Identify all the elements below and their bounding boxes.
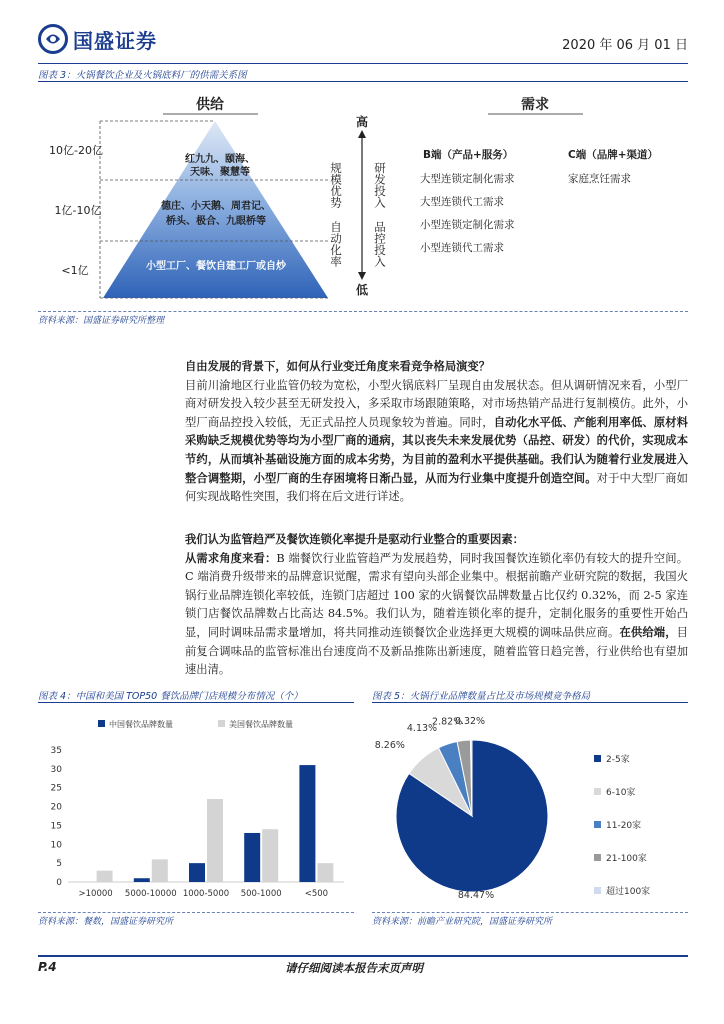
figure4-rule bbox=[38, 702, 354, 703]
tier-brands-1b: 天味、聚慧等 bbox=[190, 167, 250, 178]
figure5-caption: 图表 5：火锅行业品牌数量占比及市场规模竞争格局 bbox=[372, 691, 591, 702]
tier-range-2: 1亿-10亿 bbox=[54, 204, 102, 217]
pie-data-label: 84.47% bbox=[457, 890, 495, 901]
supply-title: 供给 bbox=[196, 97, 224, 113]
c-end-header: C端（品牌+渠道） bbox=[568, 149, 659, 161]
para1-text-b: 对于中大型厂商如何实现战略性突围，我们将在后文进行详述。 bbox=[185, 471, 688, 504]
para2-lead2: 在供给端， bbox=[619, 625, 677, 639]
bar-chart-marks bbox=[97, 765, 334, 882]
x-tick-label: >10000 bbox=[78, 889, 113, 899]
figure3-caption: 图表 3：火锅餐饮企业及火锅底料厂的供需关系图 bbox=[38, 70, 247, 81]
bar-china bbox=[134, 878, 150, 882]
axis-label-qc: 品控投入 bbox=[373, 221, 387, 267]
para2-text-a: B 端餐饮行业监管趋严为发展趋势，同时我国餐饮连锁化率仍有较大的提升空间。C 端消费升级带来的品牌意识觉醒，需求有望向头部企业集中。根据前瞻产业研究院的数据，我国火锅行业品牌连锁化率较低，连锁门店超过 100 家的火锅餐饮品牌数量占比仅约 0.32%，而 2-5 家连锁门店餐饮品牌数占比高达 84.5%。我们认为，随着连锁化率的提升，定制化服务的重要性开始凸显，同时调味品需求量增加，将共同推动连锁餐饮企业选择更大规模的调味品供应商。 bbox=[185, 551, 688, 639]
axis-high-label: 高 bbox=[355, 115, 369, 129]
tier-brands-2b: 桥头、极合、九眼桥等 bbox=[166, 216, 266, 227]
figure3-source: 资料来源：国盛证券研究所整理 bbox=[38, 316, 165, 326]
axis-label-scale: 规模优势 bbox=[329, 162, 343, 208]
demand-title: 需求 bbox=[521, 97, 549, 113]
footer-rule bbox=[38, 955, 688, 957]
bar-china bbox=[299, 765, 315, 882]
y-tick-label: 35 bbox=[50, 746, 62, 756]
axis-label-automation: 自动化率 bbox=[329, 221, 343, 267]
figure4-caption: 图表 4：中国和美国 TOP50 餐饮品牌门店规模分布情况（个） bbox=[38, 691, 303, 702]
tier-range-1: 10亿-20亿 bbox=[49, 144, 103, 157]
pie-legend-label: 超过100家 bbox=[606, 887, 651, 897]
pie-data-label: 0.32% bbox=[454, 716, 486, 728]
logo-text: 国盛证券 bbox=[73, 28, 157, 53]
tier-brands-2a: 德庄、小天鹅、周君记、 bbox=[161, 201, 271, 212]
pie-legend-swatch bbox=[594, 887, 601, 894]
x-tick-label: 1000-5000 bbox=[182, 889, 230, 899]
logo-icon bbox=[38, 24, 68, 54]
pie-legend-label: 6-10家 bbox=[606, 788, 636, 798]
y-tick-label: 15 bbox=[50, 821, 62, 832]
y-tick-label: 20 bbox=[50, 802, 62, 813]
pie-legend bbox=[594, 753, 650, 897]
para1-text-a: 目前川渝地区行业监管仍较为宽松，小型火锅底料厂呈现自由发展状态。但从调研情况来看，小型厂商对研发投入较少甚至无研发投入，多采取市场跟随策略，对市场热销产品进行复制模仿。此外，小型厂商品控投入较低，无正式品控人员现象较为普遍。同时， bbox=[185, 378, 688, 429]
axis-label-rnd: 研发投入 bbox=[373, 162, 387, 208]
bar-usa bbox=[97, 871, 113, 882]
para2-heading: 我们认为监管趋严及餐饮连锁化率提升是驱动行业整合的重要因素： bbox=[185, 533, 524, 546]
body-paragraph-2 bbox=[185, 531, 688, 680]
disclaimer-note: 请仔细阅读本报告末页声明 bbox=[285, 961, 423, 975]
para1-heading: 自由发展的背景下，如何从行业变迁角度来看竞争格局演变？ bbox=[185, 360, 491, 373]
report-date: 2020 年 06 月 01 日 bbox=[562, 38, 688, 53]
figure3-rule bbox=[38, 81, 688, 82]
pie-data-label: 8.26% bbox=[374, 740, 405, 752]
b-end-header: B端（产品+服务） bbox=[423, 149, 514, 161]
axis-arrow-down-icon bbox=[358, 272, 366, 280]
para2-lead: 从需求角度来看： bbox=[185, 551, 277, 565]
bar-chart bbox=[38, 706, 354, 910]
pie-legend-swatch bbox=[594, 755, 601, 762]
bar-usa bbox=[317, 863, 333, 882]
pie-legend-swatch bbox=[594, 788, 601, 795]
page-header bbox=[38, 18, 688, 64]
bar-usa bbox=[262, 829, 278, 882]
tier-brands-3: 小型工厂、餐饮自建工厂或自炒 bbox=[146, 261, 286, 272]
figure4-source-rule bbox=[38, 912, 354, 913]
x-tick-label: <500 bbox=[304, 889, 329, 899]
b-item-3: 小型连锁定制化需求 bbox=[420, 219, 515, 231]
pie-chart bbox=[372, 706, 688, 910]
figure3-source-rule bbox=[38, 311, 688, 312]
b-item-1: 大型连锁定制化需求 bbox=[420, 173, 515, 185]
axis-low-label: 低 bbox=[355, 283, 369, 297]
pie-legend-label: 21-100家 bbox=[606, 854, 647, 864]
bar-china bbox=[189, 863, 205, 882]
figure5-rule bbox=[372, 702, 688, 703]
legend-swatch-china bbox=[98, 720, 105, 727]
figure5-source-rule bbox=[372, 912, 688, 913]
y-tick-label: 30 bbox=[50, 764, 62, 775]
company-logo bbox=[38, 24, 157, 54]
pie-legend-label: 2-5家 bbox=[606, 755, 630, 765]
y-tick-label: 5 bbox=[56, 859, 62, 870]
x-tick-label: 5000-10000 bbox=[124, 889, 177, 899]
bar-usa bbox=[207, 799, 223, 882]
legend-swatch-usa bbox=[218, 720, 225, 727]
bar-china bbox=[244, 833, 260, 882]
b-item-4: 小型连锁代工需求 bbox=[420, 242, 504, 254]
y-tick-label: 0 bbox=[56, 878, 62, 888]
supply-demand-diagram bbox=[38, 84, 688, 310]
y-tick-label: 25 bbox=[50, 783, 62, 794]
tier-brands-1a: 红九九、颐海、 bbox=[185, 154, 255, 165]
c-item-1: 家庭烹饪需求 bbox=[568, 173, 631, 185]
x-tick-label: 500-1000 bbox=[240, 889, 282, 899]
b-item-2: 大型连锁代工需求 bbox=[420, 196, 504, 208]
pie-legend-swatch bbox=[594, 821, 601, 828]
pie-data-label: 2.82% bbox=[432, 716, 463, 728]
bar-chart-x-labels bbox=[79, 889, 329, 899]
legend-label-usa: 美国餐饮品牌数量 bbox=[229, 720, 293, 729]
para2-text-b: 目前复合调味品的监管标准出台速度尚不及新品推陈出新速度，随着监管日趋完善，行业供给也有望加速出清。 bbox=[185, 625, 688, 677]
legend-label-china: 中国餐饮品牌数量 bbox=[109, 720, 173, 729]
pie-legend-label: 11-20家 bbox=[606, 821, 642, 831]
para1-bold: 自动化水平低、产能利用率低、原材料采购缺乏规模优势等均为小型厂商的通病，其以丧失未来发展优势（品控、研发）的代价，实现成本节约，从而填补基础设施方面的成本劣势，为目前的盈利水平提供基础。我们认为随着行业发展进入整合调整期，小型厂商的生存困境将日渐凸显，从而为行业集中度提升创造空间。 bbox=[185, 415, 688, 485]
tier-range-3: <1亿 bbox=[61, 264, 89, 277]
pie-slices bbox=[396, 740, 548, 892]
body-paragraph-1 bbox=[185, 358, 688, 507]
y-tick-label: 10 bbox=[50, 840, 62, 851]
axis-arrow-up-icon bbox=[358, 130, 366, 138]
figure5-source: 资料来源：前瞻产业研究院，国盛证券研究所 bbox=[372, 917, 553, 927]
pie-legend-swatch bbox=[594, 854, 601, 861]
page-number: P.4 bbox=[38, 960, 57, 974]
bar-usa bbox=[152, 859, 168, 882]
pie-data-label: 4.13% bbox=[406, 722, 438, 734]
figure4-source: 资料来源：餐数，国盛证券研究所 bbox=[38, 917, 174, 927]
